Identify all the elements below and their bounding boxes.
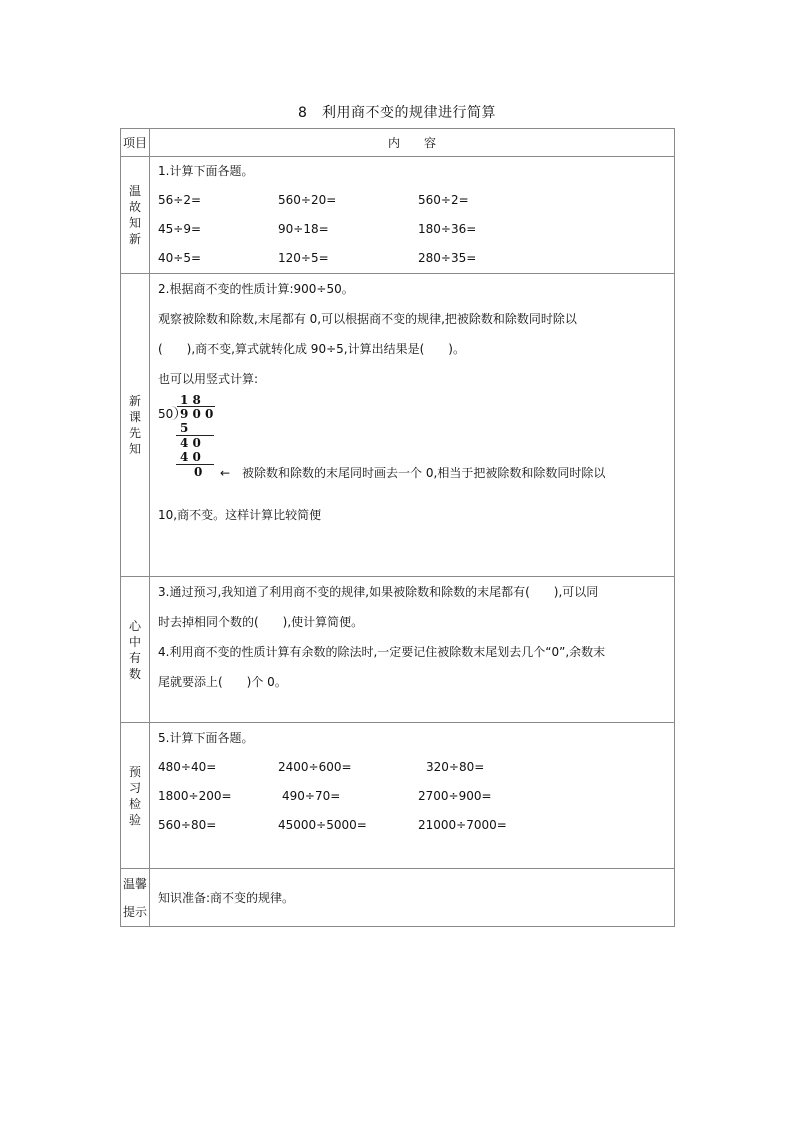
check-content bbox=[150, 723, 675, 869]
division-remainder: 0 bbox=[194, 465, 203, 479]
check-label-cell bbox=[121, 723, 150, 869]
table-header-row bbox=[121, 129, 675, 157]
section-insight bbox=[121, 577, 675, 723]
division-step-3: 4 0 bbox=[180, 450, 201, 464]
check-row-1 bbox=[150, 753, 674, 782]
insight-paragraph-3: 4.利用商不变的性质计算有余数的除法时,一定要记住被除数末尾划去几个“0”,余数末 bbox=[158, 645, 606, 659]
lesson-table bbox=[120, 128, 675, 927]
check-prompt: 5.计算下面各题。 bbox=[158, 731, 254, 745]
header-content: 内 容 bbox=[150, 129, 675, 157]
check-problem: 21000÷7000= bbox=[418, 818, 507, 832]
new-label: 新课先知 bbox=[128, 394, 141, 456]
check-label: 预习检验 bbox=[128, 764, 141, 827]
review-problem: 40÷5= bbox=[158, 251, 202, 265]
section-check bbox=[121, 723, 675, 869]
new-content bbox=[150, 274, 675, 577]
division-step-2: 4 0 bbox=[180, 436, 201, 450]
insight-label: 心中有数 bbox=[128, 618, 141, 681]
new-prompt: 2.根据商不变的性质计算:900÷50。 bbox=[158, 282, 354, 296]
check-row-3 bbox=[150, 811, 674, 840]
review-problem: 280÷35= bbox=[418, 251, 477, 265]
review-content bbox=[150, 157, 675, 274]
review-problem: 45÷9= bbox=[158, 222, 202, 236]
section-tip bbox=[121, 869, 675, 927]
review-label: 温故知新 bbox=[128, 184, 141, 246]
tip-label-cell bbox=[121, 869, 150, 927]
check-problem: 2400÷600= bbox=[278, 760, 352, 774]
check-problem: 320÷80= bbox=[426, 760, 485, 774]
new-paragraph-2: ( ),商不变,算式就转化成 90÷5,计算出结果是( )。 bbox=[158, 342, 465, 356]
long-division bbox=[158, 394, 674, 512]
check-problem: 560÷80= bbox=[158, 818, 217, 832]
review-label-cell bbox=[121, 157, 150, 274]
section-review bbox=[121, 157, 675, 274]
review-row-1 bbox=[150, 186, 674, 215]
insight-content bbox=[150, 577, 675, 723]
review-problem: 120÷5= bbox=[278, 251, 329, 265]
new-paragraph-4: 10,商不变。这样计算比较简便 bbox=[158, 508, 322, 522]
new-paragraph-3: 也可以用竖式计算: bbox=[158, 372, 259, 386]
division-bracket bbox=[171, 406, 178, 420]
review-row-3 bbox=[150, 244, 674, 273]
tip-content bbox=[150, 869, 675, 927]
division-quotient: 1 8 bbox=[180, 393, 201, 407]
insight-label-cell bbox=[121, 577, 150, 723]
insight-paragraph-4: 尾就要添上( )个 0。 bbox=[158, 675, 287, 689]
insight-paragraph-1: 3.通过预习,我知道了利用商不变的规律,如果被除数和除数的末尾都有( ),可以同 bbox=[158, 585, 599, 599]
new-label-cell bbox=[121, 274, 150, 577]
review-problem: 180÷36= bbox=[418, 222, 477, 236]
check-row-2 bbox=[150, 782, 674, 811]
review-problem: 560÷2= bbox=[418, 193, 469, 207]
review-prompt: 1.计算下面各题。 bbox=[158, 164, 254, 178]
review-problem: 90÷18= bbox=[278, 222, 329, 236]
check-problem: 1800÷200= bbox=[158, 789, 232, 803]
section-new bbox=[121, 274, 675, 577]
division-dividend: 9 0 0 bbox=[180, 407, 214, 421]
tip-label-line-2: 提示 bbox=[122, 904, 147, 919]
header-item: 项目 bbox=[121, 129, 150, 157]
review-row-2 bbox=[150, 215, 674, 244]
tip-label-line-1: 温馨 bbox=[122, 876, 147, 891]
check-problem: 480÷40= bbox=[158, 760, 217, 774]
new-paragraph-1: 观察被除数和除数,末尾都有 0,可以根据商不变的规律,把被除数和除数同时除以 bbox=[158, 312, 577, 326]
check-problem: 45000÷5000= bbox=[278, 818, 367, 832]
review-problem: 56÷2= bbox=[158, 193, 202, 207]
tip-text: 知识准备:商不变的规律。 bbox=[158, 890, 295, 905]
insight-paragraph-2: 时去掉相同个数的( ),使计算简便。 bbox=[158, 615, 364, 629]
check-problem: 2700÷900= bbox=[418, 789, 492, 803]
page-title: 8 利用商不变的规律进行简算 bbox=[298, 105, 496, 121]
division-divisor: 50 bbox=[158, 407, 174, 421]
check-problem: 490÷70= bbox=[282, 789, 341, 803]
review-problem: 560÷20= bbox=[278, 193, 337, 207]
division-note: ← 被除数和除数的末尾同时画去一个 0,相当于把被除数和除数同时除以 bbox=[220, 466, 606, 480]
division-step-1: 5 bbox=[180, 421, 189, 435]
